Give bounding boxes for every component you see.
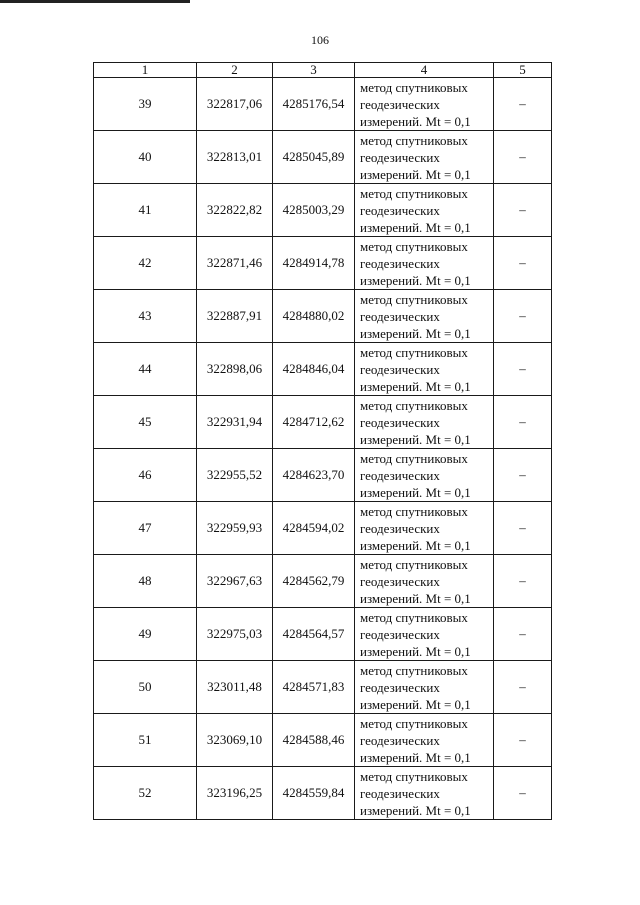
method-cell (355, 237, 494, 290)
note-cell: – (494, 767, 552, 820)
method-line: геодезических (360, 467, 440, 483)
method-cell (355, 555, 494, 608)
point-number-cell: 40 (94, 131, 197, 184)
table-row (94, 661, 552, 714)
method-line: измерений. Mt = 0,1 (360, 219, 471, 235)
point-number-cell: 47 (94, 502, 197, 555)
point-number-cell: 50 (94, 661, 197, 714)
x-coordinate-cell: 322817,06 (197, 78, 273, 131)
column-header: 2 (197, 63, 273, 78)
method-line: измерений. Mt = 0,1 (360, 643, 471, 659)
page-number: 106 (311, 33, 329, 47)
method-line: измерений. Mt = 0,1 (360, 484, 471, 500)
method-line: метод спутниковых (360, 556, 468, 572)
method-line: метод спутниковых (360, 768, 468, 784)
point-number-cell: 39 (94, 78, 197, 131)
point-number-cell: 41 (94, 184, 197, 237)
method-line: геодезических (360, 573, 440, 589)
column-header: 4 (355, 63, 494, 78)
note-cell: – (494, 184, 552, 237)
table-row (94, 502, 552, 555)
method-line: метод спутниковых (360, 238, 468, 254)
column-header: 5 (494, 63, 552, 78)
method-line: измерений. Mt = 0,1 (360, 325, 471, 341)
note-cell: – (494, 131, 552, 184)
table-row (94, 78, 552, 131)
table-body (94, 78, 552, 820)
method-line: геодезических (360, 626, 440, 642)
y-coordinate-cell: 4284880,02 (273, 290, 355, 343)
x-coordinate-cell: 323196,25 (197, 767, 273, 820)
y-coordinate-cell: 4284846,04 (273, 343, 355, 396)
point-number-cell: 46 (94, 449, 197, 502)
column-header: 3 (273, 63, 355, 78)
method-cell (355, 396, 494, 449)
method-line: метод спутниковых (360, 397, 468, 413)
note-cell: – (494, 237, 552, 290)
point-number-cell: 51 (94, 714, 197, 767)
x-coordinate-cell: 322887,91 (197, 290, 273, 343)
header-rule (0, 0, 190, 3)
note-cell: – (494, 290, 552, 343)
method-line: измерений. Mt = 0,1 (360, 431, 471, 447)
method-cell (355, 78, 494, 131)
x-coordinate-cell: 323011,48 (197, 661, 273, 714)
coordinates-table (93, 62, 552, 820)
method-line: геодезических (360, 785, 440, 801)
note-cell: – (494, 396, 552, 449)
note-cell: – (494, 555, 552, 608)
method-line: геодезических (360, 414, 440, 430)
y-coordinate-cell: 4284564,57 (273, 608, 355, 661)
method-line: измерений. Mt = 0,1 (360, 749, 471, 765)
x-coordinate-cell: 322871,46 (197, 237, 273, 290)
y-coordinate-cell: 4284712,62 (273, 396, 355, 449)
point-number-cell: 42 (94, 237, 197, 290)
x-coordinate-cell: 322959,93 (197, 502, 273, 555)
x-coordinate-cell: 322822,82 (197, 184, 273, 237)
note-cell: – (494, 608, 552, 661)
table-row (94, 608, 552, 661)
method-line: геодезических (360, 202, 440, 218)
y-coordinate-cell: 4285003,29 (273, 184, 355, 237)
method-line: метод спутниковых (360, 79, 468, 95)
y-coordinate-cell: 4284562,79 (273, 555, 355, 608)
table-row (94, 290, 552, 343)
y-coordinate-cell: 4284623,70 (273, 449, 355, 502)
point-number-cell: 48 (94, 555, 197, 608)
method-line: измерений. Mt = 0,1 (360, 113, 471, 129)
point-number-cell: 52 (94, 767, 197, 820)
method-line: метод спутниковых (360, 503, 468, 519)
point-number-cell: 45 (94, 396, 197, 449)
x-coordinate-cell: 322931,94 (197, 396, 273, 449)
method-line: измерений. Mt = 0,1 (360, 590, 471, 606)
method-cell (355, 131, 494, 184)
method-line: метод спутниковых (360, 450, 468, 466)
method-line: геодезических (360, 308, 440, 324)
point-number-cell: 43 (94, 290, 197, 343)
method-cell (355, 449, 494, 502)
method-cell (355, 343, 494, 396)
method-line: измерений. Mt = 0,1 (360, 378, 471, 394)
method-line: измерений. Mt = 0,1 (360, 272, 471, 288)
table-row (94, 449, 552, 502)
x-coordinate-cell: 323069,10 (197, 714, 273, 767)
x-coordinate-cell: 322898,06 (197, 343, 273, 396)
method-line: геодезических (360, 520, 440, 536)
table-row (94, 343, 552, 396)
method-cell (355, 608, 494, 661)
y-coordinate-cell: 4284914,78 (273, 237, 355, 290)
y-coordinate-cell: 4284571,83 (273, 661, 355, 714)
method-line: измерений. Mt = 0,1 (360, 696, 471, 712)
table-row (94, 131, 552, 184)
x-coordinate-cell: 322967,63 (197, 555, 273, 608)
note-cell: – (494, 343, 552, 396)
note-cell: – (494, 78, 552, 131)
method-line: геодезических (360, 255, 440, 271)
method-line: метод спутниковых (360, 185, 468, 201)
table-row (94, 237, 552, 290)
y-coordinate-cell: 4285176,54 (273, 78, 355, 131)
point-number-cell: 44 (94, 343, 197, 396)
method-line: геодезических (360, 732, 440, 748)
method-line: метод спутниковых (360, 609, 468, 625)
x-coordinate-cell: 322975,03 (197, 608, 273, 661)
note-cell: – (494, 502, 552, 555)
method-line: метод спутниковых (360, 344, 468, 360)
method-cell (355, 502, 494, 555)
table-row (94, 555, 552, 608)
y-coordinate-cell: 4284588,46 (273, 714, 355, 767)
x-coordinate-cell: 322955,52 (197, 449, 273, 502)
header-row (94, 63, 552, 78)
method-cell (355, 184, 494, 237)
method-line: геодезических (360, 679, 440, 695)
y-coordinate-cell: 4285045,89 (273, 131, 355, 184)
method-line: метод спутниковых (360, 715, 468, 731)
note-cell: – (494, 661, 552, 714)
method-line: метод спутниковых (360, 132, 468, 148)
method-line: измерений. Mt = 0,1 (360, 166, 471, 182)
table-row (94, 396, 552, 449)
method-line: метод спутниковых (360, 662, 468, 678)
table-row (94, 767, 552, 820)
method-cell (355, 767, 494, 820)
method-line: геодезических (360, 361, 440, 377)
method-cell (355, 290, 494, 343)
method-cell (355, 661, 494, 714)
note-cell: – (494, 714, 552, 767)
table-row (94, 184, 552, 237)
table-row (94, 714, 552, 767)
note-cell: – (494, 449, 552, 502)
method-line: геодезических (360, 149, 440, 165)
method-line: измерений. Mt = 0,1 (360, 802, 471, 818)
y-coordinate-cell: 4284594,02 (273, 502, 355, 555)
column-header: 1 (94, 63, 197, 78)
point-number-cell: 49 (94, 608, 197, 661)
method-line: геодезических (360, 96, 440, 112)
y-coordinate-cell: 4284559,84 (273, 767, 355, 820)
method-cell (355, 714, 494, 767)
method-line: метод спутниковых (360, 291, 468, 307)
method-line: измерений. Mt = 0,1 (360, 537, 471, 553)
x-coordinate-cell: 322813,01 (197, 131, 273, 184)
